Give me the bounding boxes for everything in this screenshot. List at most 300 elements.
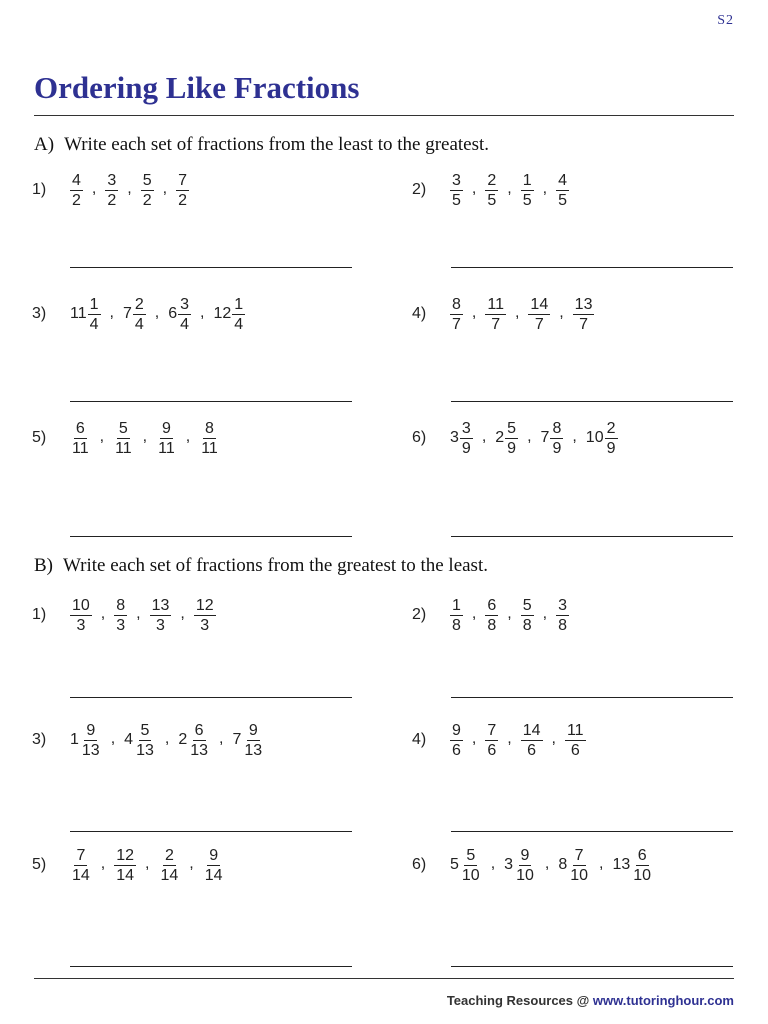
fraction xyxy=(550,419,563,458)
numerator: 9 xyxy=(86,721,96,739)
fraction xyxy=(450,721,463,760)
fraction-item xyxy=(450,721,463,760)
denominator: 7 xyxy=(491,315,501,333)
numerator: 3 xyxy=(558,596,567,614)
numerator: 6 xyxy=(487,596,497,614)
answer-line[interactable] xyxy=(451,401,733,402)
comma-separator: , xyxy=(180,605,185,622)
denominator: 9 xyxy=(606,439,616,457)
fraction xyxy=(70,419,91,458)
comma-separator: , xyxy=(127,180,132,197)
fraction-item xyxy=(70,846,92,885)
numerator: 9 xyxy=(248,721,258,739)
answer-line[interactable] xyxy=(451,267,733,268)
denominator: 8 xyxy=(522,616,532,634)
answer-line[interactable] xyxy=(451,697,733,698)
fraction xyxy=(556,596,569,635)
fraction-item xyxy=(70,295,101,334)
comma-separator: , xyxy=(100,855,106,872)
fraction xyxy=(88,295,101,334)
numerator: 8 xyxy=(552,419,562,437)
comma-separator: , xyxy=(136,605,141,622)
numerator: 5 xyxy=(522,596,532,614)
fraction-item xyxy=(199,419,220,458)
answer-line[interactable] xyxy=(70,697,352,698)
numerator: 2 xyxy=(164,846,174,864)
denominator: 6 xyxy=(527,741,537,759)
denominator: 6 xyxy=(570,741,580,759)
fraction-item xyxy=(556,171,569,210)
problem xyxy=(32,591,216,639)
numerator: 5 xyxy=(507,419,517,437)
whole-number: 10 xyxy=(585,429,604,446)
denominator: 5 xyxy=(452,191,461,209)
fraction-item xyxy=(114,596,127,635)
title-rule xyxy=(34,115,734,116)
footer-rule xyxy=(34,978,734,979)
denominator: 9 xyxy=(552,439,562,457)
fraction-item xyxy=(450,846,482,885)
fraction xyxy=(159,846,181,885)
problem-number: 6) xyxy=(412,429,427,446)
problem xyxy=(412,414,618,462)
comma-separator: , xyxy=(471,304,477,321)
denominator: 4 xyxy=(89,315,99,333)
denominator: 10 xyxy=(633,866,652,884)
fraction xyxy=(178,295,191,334)
fraction xyxy=(133,295,146,334)
fraction xyxy=(70,846,92,885)
whole-number: 5 xyxy=(450,856,459,873)
numerator: 6 xyxy=(637,846,647,864)
fraction-item xyxy=(159,846,181,885)
problem xyxy=(32,166,189,214)
fraction-item xyxy=(114,846,136,885)
fraction-item xyxy=(565,721,586,760)
fraction-item xyxy=(528,295,550,334)
fraction-item xyxy=(203,846,225,885)
numerator: 8 xyxy=(116,596,126,614)
denominator: 4 xyxy=(134,315,144,333)
fraction-item xyxy=(70,721,102,760)
fraction-set xyxy=(450,596,569,635)
fraction-set xyxy=(70,846,225,885)
fraction xyxy=(80,721,102,760)
comma-separator: , xyxy=(185,428,191,445)
problem xyxy=(32,290,245,338)
comma-separator: , xyxy=(542,605,548,622)
numerator: 7 xyxy=(178,171,187,189)
denominator: 8 xyxy=(452,616,461,634)
whole-number: 7 xyxy=(122,305,132,322)
answer-line[interactable] xyxy=(70,966,352,967)
whole-number: 2 xyxy=(495,429,505,446)
fraction xyxy=(105,171,118,210)
fraction xyxy=(514,846,536,885)
answer-line[interactable] xyxy=(70,401,352,402)
denominator: 5 xyxy=(558,191,567,209)
denominator: 7 xyxy=(579,315,589,333)
comma-separator: , xyxy=(507,180,512,197)
numerator: 2 xyxy=(606,419,616,437)
denominator: 14 xyxy=(72,866,90,884)
comma-separator: , xyxy=(507,730,512,747)
whole-number: 1 xyxy=(70,731,79,748)
whole-number: 3 xyxy=(450,429,459,446)
problem-number: 5) xyxy=(32,856,47,873)
problem xyxy=(32,414,220,462)
denominator: 14 xyxy=(160,866,179,884)
fraction-set xyxy=(70,419,220,458)
denominator: 13 xyxy=(244,741,263,759)
comma-separator: , xyxy=(471,605,477,622)
whole-number: 11 xyxy=(70,305,87,322)
fraction-item xyxy=(450,295,463,334)
numerator: 5 xyxy=(118,419,128,437)
numerator: 5 xyxy=(140,721,150,739)
numerator: 9 xyxy=(452,721,461,739)
denominator: 6 xyxy=(452,741,461,759)
numerator: 10 xyxy=(72,596,90,614)
problem xyxy=(32,716,264,764)
fraction-item xyxy=(150,596,172,635)
fraction-set xyxy=(70,171,189,210)
numerator: 12 xyxy=(116,846,135,864)
fraction xyxy=(521,171,534,210)
fraction-item xyxy=(521,721,543,760)
denominator: 10 xyxy=(461,866,480,884)
fraction xyxy=(573,295,595,334)
denominator: 2 xyxy=(142,191,152,209)
fraction-item xyxy=(612,846,653,885)
fraction-set xyxy=(450,295,594,334)
section-b-heading xyxy=(34,555,488,577)
fraction xyxy=(156,419,177,458)
denominator: 5 xyxy=(487,191,497,209)
comma-separator: , xyxy=(542,180,548,197)
comma-separator: , xyxy=(514,304,520,321)
fraction-item xyxy=(178,721,210,760)
denominator: 10 xyxy=(516,866,534,884)
fraction xyxy=(460,419,473,458)
denominator: 2 xyxy=(178,191,187,209)
problem xyxy=(412,716,586,764)
fraction xyxy=(114,596,127,635)
denominator: 8 xyxy=(558,616,567,634)
denominator: 3 xyxy=(156,616,165,634)
fraction-item xyxy=(541,419,564,458)
problem-number: 3) xyxy=(32,305,47,322)
problem xyxy=(412,290,594,338)
fraction xyxy=(203,846,225,885)
fraction-item xyxy=(586,419,618,458)
comma-separator: , xyxy=(527,428,532,445)
comma-separator: , xyxy=(100,605,106,622)
whole-number: 7 xyxy=(232,731,242,748)
comma-separator: , xyxy=(471,730,477,747)
fraction xyxy=(70,596,92,635)
comma-separator: , xyxy=(544,855,550,872)
numerator: 3 xyxy=(107,171,117,189)
denominator: 2 xyxy=(107,191,117,209)
denominator: 7 xyxy=(534,315,544,333)
denominator: 14 xyxy=(116,866,135,884)
fraction-item xyxy=(156,419,177,458)
fraction-item xyxy=(485,596,498,635)
denominator: 11 xyxy=(72,439,89,457)
fraction xyxy=(631,846,653,885)
answer-line[interactable] xyxy=(451,536,733,537)
denominator: 8 xyxy=(487,616,497,634)
numerator: 1 xyxy=(89,295,99,313)
comma-separator: , xyxy=(145,855,150,872)
answer-line[interactable] xyxy=(70,831,352,832)
denominator: 4 xyxy=(234,315,244,333)
footer-prefix: Teaching Resources @ xyxy=(446,993,593,1008)
whole-number: 12 xyxy=(213,305,232,322)
comma-separator: , xyxy=(219,730,224,747)
denominator: 2 xyxy=(72,191,81,209)
fraction-item xyxy=(485,295,506,334)
denominator: 11 xyxy=(201,439,218,457)
fraction-item xyxy=(70,419,91,458)
numerator: 1 xyxy=(234,295,244,313)
fraction xyxy=(188,721,210,760)
fraction-item xyxy=(504,846,536,885)
fraction-item xyxy=(450,596,463,635)
fraction-item xyxy=(194,596,216,635)
fraction xyxy=(150,596,172,635)
problem xyxy=(412,841,653,889)
denominator: 3 xyxy=(76,616,86,634)
fraction-item xyxy=(70,171,83,210)
whole-number: 7 xyxy=(540,429,550,446)
fraction-set xyxy=(70,596,216,635)
numerator: 3 xyxy=(461,419,471,437)
comma-separator: , xyxy=(164,730,170,747)
numerator: 1 xyxy=(522,171,532,189)
numerator: 12 xyxy=(195,596,214,614)
denominator: 14 xyxy=(204,866,223,884)
numerator: 13 xyxy=(574,295,593,313)
answer-line[interactable] xyxy=(451,831,733,832)
denominator: 6 xyxy=(487,741,497,759)
numerator: 5 xyxy=(142,171,152,189)
numerator: 6 xyxy=(75,419,85,437)
footer-url[interactable]: www.tutoringhour.com xyxy=(592,993,734,1008)
fraction-set xyxy=(450,171,569,210)
fraction xyxy=(176,171,189,210)
numerator: 4 xyxy=(72,171,81,189)
denominator: 13 xyxy=(136,741,154,759)
problem-number: 1) xyxy=(32,606,47,623)
answer-line[interactable] xyxy=(70,267,352,268)
worksheet-code: S2 xyxy=(717,13,734,28)
denominator: 7 xyxy=(452,315,461,333)
fraction xyxy=(485,295,506,334)
fraction xyxy=(70,171,83,210)
fraction-item xyxy=(573,295,595,334)
fraction xyxy=(450,171,463,210)
numerator: 4 xyxy=(558,171,567,189)
section-a-label: A) xyxy=(34,134,55,155)
numerator: 7 xyxy=(487,721,497,739)
fraction xyxy=(521,596,534,635)
denominator: 13 xyxy=(81,741,100,759)
numerator: 11 xyxy=(487,295,504,313)
fraction xyxy=(485,171,498,210)
comma-separator: , xyxy=(599,855,604,872)
problem xyxy=(412,166,569,214)
fraction xyxy=(113,419,134,458)
whole-number: 2 xyxy=(178,731,188,748)
comma-separator: , xyxy=(490,855,496,872)
fraction xyxy=(485,596,498,635)
fraction-item xyxy=(70,596,92,635)
fraction xyxy=(565,721,586,760)
problem-number: 6) xyxy=(412,856,427,873)
problem-number: 1) xyxy=(32,181,47,198)
fraction xyxy=(134,721,156,760)
whole-number: 8 xyxy=(558,856,568,873)
fraction xyxy=(114,846,136,885)
problem-number: 3) xyxy=(32,731,47,748)
whole-number: 4 xyxy=(124,731,134,748)
problem-number: 4) xyxy=(412,731,427,748)
fraction xyxy=(568,846,590,885)
fraction-item xyxy=(495,419,518,458)
fraction-item xyxy=(521,171,534,210)
fraction xyxy=(242,721,264,760)
fraction-item xyxy=(485,171,498,210)
answer-line[interactable] xyxy=(70,536,352,537)
denominator: 13 xyxy=(190,741,209,759)
fraction-item xyxy=(176,171,189,210)
fraction xyxy=(450,295,463,334)
denominator: 9 xyxy=(507,439,517,457)
comma-separator: , xyxy=(154,304,160,321)
fraction-item xyxy=(485,721,498,760)
section-a-heading xyxy=(34,134,489,156)
comma-separator: , xyxy=(572,428,577,445)
numerator: 2 xyxy=(134,295,144,313)
denominator: 11 xyxy=(158,439,175,457)
numerator: 7 xyxy=(76,846,86,864)
comma-separator: , xyxy=(109,304,114,321)
page-title: Ordering Like Fractions xyxy=(34,70,360,105)
denominator: 9 xyxy=(461,439,471,457)
fraction-set xyxy=(450,721,586,760)
comma-separator: , xyxy=(162,180,168,197)
denominator: 4 xyxy=(180,315,190,333)
fraction-set xyxy=(450,419,618,458)
fraction-item xyxy=(124,721,156,760)
fraction-item xyxy=(450,171,463,210)
problem xyxy=(32,841,225,889)
fraction-set xyxy=(70,721,264,760)
footer xyxy=(447,993,734,1008)
numerator: 9 xyxy=(161,419,171,437)
fraction xyxy=(528,295,550,334)
numerator: 11 xyxy=(566,721,584,739)
numerator: 14 xyxy=(530,295,549,313)
whole-number: 3 xyxy=(504,856,514,873)
comma-separator: , xyxy=(200,304,205,321)
fraction-item xyxy=(168,295,191,334)
numerator: 14 xyxy=(522,721,541,739)
comma-separator: , xyxy=(559,304,564,321)
fraction xyxy=(556,171,569,210)
fraction-set xyxy=(70,295,245,334)
numerator: 3 xyxy=(180,295,190,313)
numerator: 8 xyxy=(205,419,214,437)
section-b-label: B) xyxy=(34,555,53,576)
comma-separator: , xyxy=(481,428,487,445)
whole-number: 6 xyxy=(168,305,178,322)
denominator: 3 xyxy=(116,616,126,634)
fraction-item xyxy=(105,171,118,210)
whole-number: 13 xyxy=(612,856,631,873)
comma-separator: , xyxy=(551,730,556,747)
fraction xyxy=(605,419,618,458)
numerator: 3 xyxy=(452,171,461,189)
fraction-item xyxy=(556,596,569,635)
fraction xyxy=(141,171,154,210)
comma-separator: , xyxy=(91,180,97,197)
numerator: 9 xyxy=(520,846,530,864)
fraction xyxy=(450,596,463,635)
fraction xyxy=(232,295,245,334)
problem-number: 5) xyxy=(32,429,47,446)
comma-separator: , xyxy=(142,428,148,445)
comma-separator: , xyxy=(99,428,105,445)
numerator: 1 xyxy=(452,596,461,614)
fraction-item xyxy=(558,846,590,885)
problem-number: 4) xyxy=(412,305,427,322)
numerator: 7 xyxy=(574,846,584,864)
comma-separator: , xyxy=(110,730,116,747)
problem-number: 2) xyxy=(412,181,427,198)
section-a-instruction: Write each set of fractions from the least to the greatest. xyxy=(64,134,490,155)
denominator: 10 xyxy=(570,866,589,884)
problem xyxy=(412,591,569,639)
numerator: 2 xyxy=(487,171,497,189)
fraction-item xyxy=(123,295,146,334)
fraction-item xyxy=(450,419,473,458)
numerator: 8 xyxy=(452,295,461,313)
fraction-item xyxy=(521,596,534,635)
fraction xyxy=(199,419,220,458)
problem-number: 2) xyxy=(412,606,427,623)
numerator: 5 xyxy=(466,846,476,864)
fraction-item xyxy=(113,419,134,458)
numerator: 9 xyxy=(209,846,219,864)
fraction xyxy=(505,419,518,458)
fraction xyxy=(194,596,216,635)
section-b-instruction: Write each set of fractions from the greatest to the least. xyxy=(63,555,488,576)
comma-separator: , xyxy=(189,855,194,872)
fraction-item xyxy=(232,721,264,760)
fraction-item xyxy=(141,171,154,210)
fraction-item xyxy=(214,295,246,334)
answer-line[interactable] xyxy=(451,966,733,967)
fraction xyxy=(521,721,543,760)
denominator: 11 xyxy=(115,439,132,457)
fraction xyxy=(460,846,482,885)
comma-separator: , xyxy=(507,605,512,622)
fraction-set xyxy=(450,846,653,885)
fraction xyxy=(485,721,498,760)
